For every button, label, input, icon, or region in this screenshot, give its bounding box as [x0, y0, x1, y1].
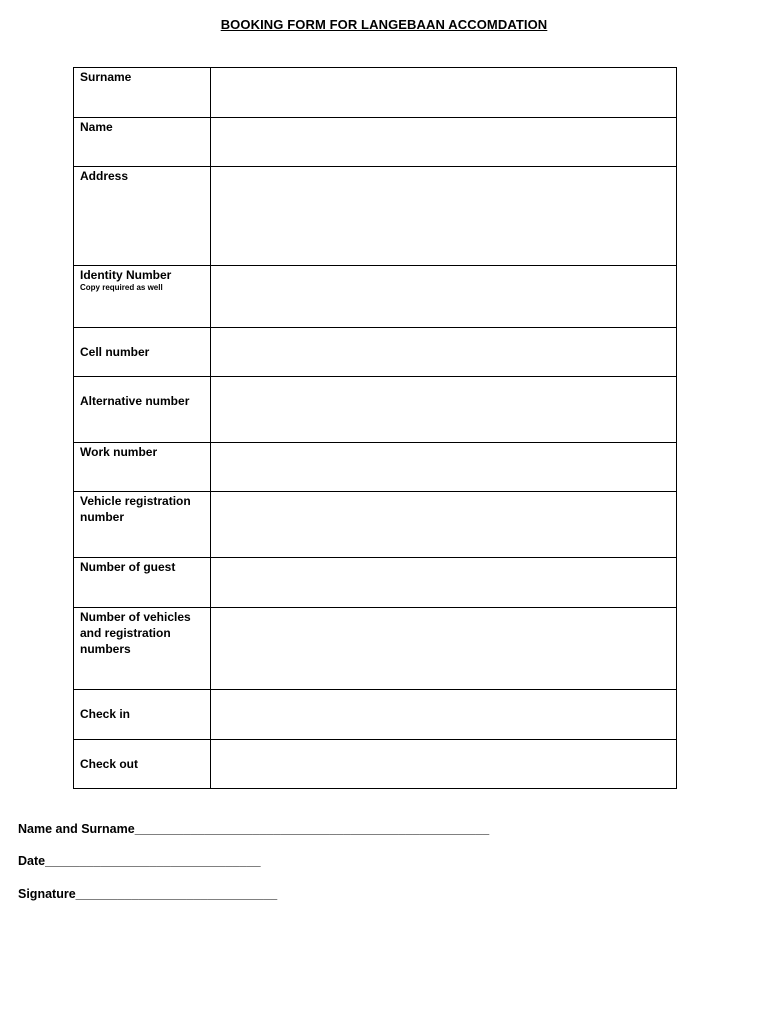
identity-number-label-cell [74, 266, 211, 328]
check-out-label-cell [74, 740, 211, 789]
form-row-check-out [74, 740, 677, 789]
form-row-number-of-vehicles [74, 608, 677, 690]
number-of-vehicles-field[interactable] [211, 608, 677, 690]
check-in-label-cell [74, 690, 211, 740]
check-out-field[interactable] [211, 740, 677, 789]
identity-number-label-wrap [74, 266, 210, 293]
number-of-guest-label-cell [74, 558, 211, 608]
number-of-guest-field[interactable] [211, 558, 677, 608]
identity-number-field[interactable] [211, 266, 677, 328]
address-field[interactable] [211, 167, 677, 266]
address-label-cell [74, 167, 211, 266]
work-number-label: Work number [80, 445, 158, 459]
name-label-cell [74, 118, 211, 167]
check-in-label: Check in [80, 707, 131, 721]
form-row-number-of-guest [74, 558, 677, 608]
cell-number-label-cell [74, 328, 211, 377]
form-row-address [74, 167, 677, 266]
check-in-field[interactable] [211, 690, 677, 740]
identity-copy-note: Copy required as well [80, 283, 163, 292]
vehicle-registration-label-cell [74, 492, 211, 558]
vehicle-registration-label: Vehicle registration number [80, 494, 191, 524]
number-of-vehicles-label-cell [74, 608, 211, 690]
work-number-field[interactable] [211, 443, 677, 492]
alternative-number-label: Alternative number [80, 394, 190, 408]
form-row-check-in [74, 690, 677, 740]
address-label: Address [80, 169, 129, 183]
date-line[interactable]: Date_______________________________ [18, 854, 261, 868]
form-row-surname [74, 68, 677, 118]
alternative-number-label-cell [74, 377, 211, 443]
form-row-vehicle-registration [74, 492, 677, 558]
surname-field[interactable] [211, 68, 677, 118]
work-number-label-cell [74, 443, 211, 492]
name-field[interactable] [211, 118, 677, 167]
form-row-identity-number [74, 266, 677, 328]
surname-label: Surname [80, 70, 132, 84]
number-of-vehicles-label: Number of vehicles and registration numbers [80, 610, 191, 656]
vehicle-registration-field[interactable] [211, 492, 677, 558]
cell-number-label: Cell number [80, 345, 150, 359]
name-label: Name [80, 120, 113, 134]
form-title: BOOKING FORM FOR LANGEBAAN ACCOMDATION [220, 17, 548, 32]
booking-form-table [73, 67, 677, 789]
alternative-number-field[interactable] [211, 377, 677, 443]
cell-number-field[interactable] [211, 328, 677, 377]
form-row-cell-number [74, 328, 677, 377]
signature-line[interactable]: Signature_____________________________ [18, 887, 278, 901]
surname-label-cell [74, 68, 211, 118]
form-row-name [74, 118, 677, 167]
form-row-work-number [74, 443, 677, 492]
name-surname-line[interactable]: Name and Surname___________________________________________________ [18, 822, 490, 836]
identity-number-label: Identity Number [80, 268, 172, 282]
number-of-guest-label: Number of guest [80, 560, 176, 574]
form-row-alternative-number [74, 377, 677, 443]
check-out-label: Check out [80, 757, 139, 771]
